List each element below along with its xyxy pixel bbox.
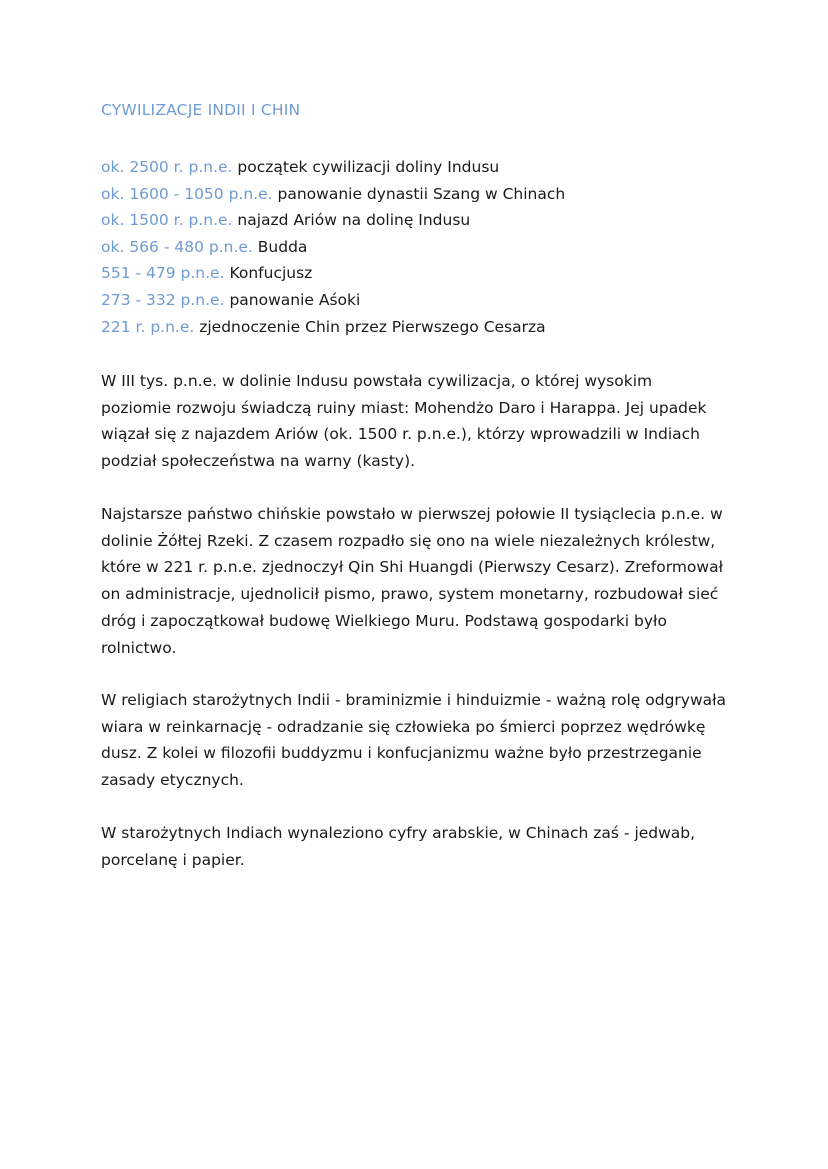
timeline-list: [101, 154, 565, 340]
paragraph-line: dolinie Żółtej Rzeki. Z czasem rozpadło się ono na wiele niezależnych królestw,: [101, 531, 716, 550]
paragraph-line: W religiach starożytnych Indii - braminizmie i hinduizmie - ważną rolę odgrywała: [101, 691, 727, 709]
paragraph-line: rolnictwo.: [101, 638, 177, 657]
paragraph-chinese-state: [101, 501, 741, 661]
timeline-date: 551 - 479 p.n.e.: [101, 264, 225, 283]
paragraph-line: dróg i zapoczątkował budowę Wielkiego Muru. Podstawą gospodarki było: [101, 611, 667, 630]
paragraph-line: zasady etycznych.: [101, 771, 244, 790]
paragraph-indus-civilization: [101, 368, 741, 475]
timeline-item: [101, 287, 565, 314]
paragraph-line: wiązał się z najazdem Ariów (ok. 1500 r. p.n.e.), którzy wprowadzili w Indiach: [101, 425, 700, 444]
paragraph-religions: [101, 687, 741, 794]
paragraph-line: Najstarsze państwo chińskie powstało w pierwszej połowie II tysiąclecia p.n.e. w: [101, 505, 723, 523]
timeline-date: ok. 1600 - 1050 p.n.e.: [101, 184, 273, 203]
paragraph-line: podział społeczeństwa na warny (kasty).: [101, 452, 416, 471]
paragraph-inventions: [101, 820, 741, 873]
timeline-date: 221 r. p.n.e.: [101, 317, 195, 336]
paragraph-line: porcelanę i papier.: [101, 850, 245, 869]
paragraph-line: W III tys. p.n.e. w dolinie Indusu powstała cywilizacja, o której wysokim: [101, 372, 653, 390]
timeline-date: ok. 2500 r. p.n.e.: [101, 158, 233, 176]
timeline-item: [101, 314, 565, 341]
timeline-event: początek cywilizacji doliny Indusu: [237, 158, 500, 176]
timeline-event: Budda: [257, 237, 308, 256]
timeline-date: ok. 566 - 480 p.n.e.: [101, 237, 253, 256]
paragraph-line: wiara w reinkarnację - odradzanie się człowieka po śmierci poprzez wędrówkę: [101, 717, 706, 736]
timeline-event: Konfucjusz: [229, 264, 313, 283]
paragraph-line: poziomie rozwoju świadczą ruiny miast: Mohendżo Daro i Harappa. Jej upadek: [101, 398, 707, 417]
timeline-item: [101, 154, 565, 181]
paragraph-line: W starożytnych Indiach wynaleziono cyfry arabskie, w Chinach zaś - jedwab,: [101, 824, 696, 842]
timeline-date: 273 - 332 p.n.e.: [101, 290, 225, 309]
paragraph-line: które w 221 r. p.n.e. zjednoczył Qin Shi Huangdi (Pierwszy Cesarz). Zreformował: [101, 558, 723, 577]
paragraph-line: on administracje, ujednolicił pismo, prawo, system monetarny, rozbudował sieć: [101, 585, 719, 604]
timeline-item: [101, 181, 565, 208]
timeline-item: [101, 207, 565, 234]
timeline-item: [101, 260, 565, 287]
document-title: CYWILIZACJE INDII I CHIN: [101, 101, 301, 119]
timeline-event: panowanie dynastii Szang w Chinach: [277, 184, 566, 203]
timeline-item: [101, 234, 565, 261]
timeline-event: najazd Ariów na dolinę Indusu: [237, 211, 471, 230]
timeline-event: panowanie Aśoki: [229, 290, 361, 309]
timeline-event: zjednoczenie Chin przez Pierwszego Cesarza: [199, 317, 546, 336]
paragraph-line: dusz. Z kolei w filozofii buddyzmu i konfucjanizmu ważne było przestrzeganie: [101, 744, 702, 763]
timeline-date: ok. 1500 r. p.n.e.: [101, 211, 233, 230]
